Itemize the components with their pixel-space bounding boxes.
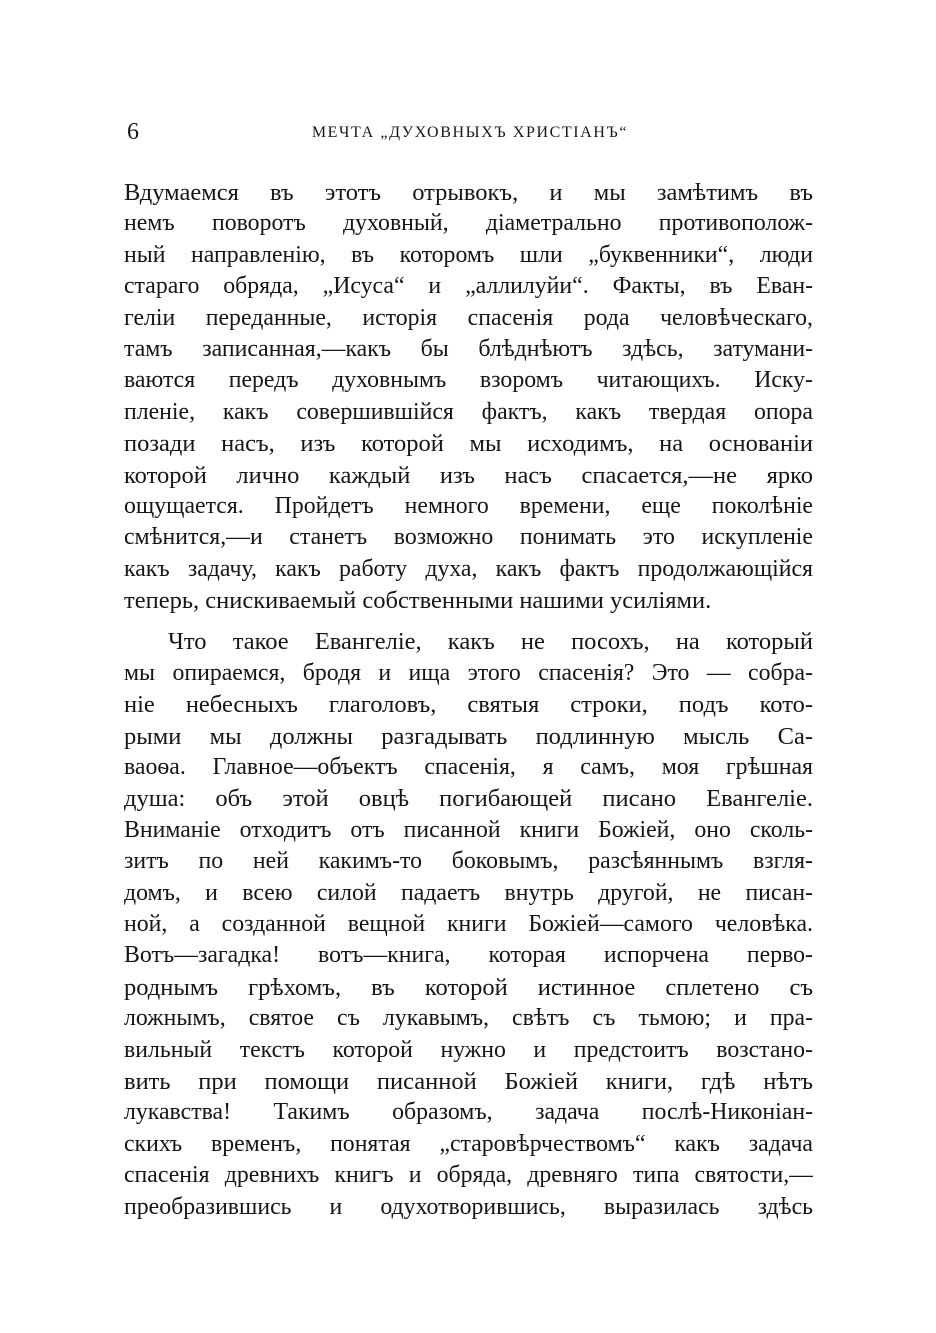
text-line: ваоѳа. Главное—объектъ спасенія, я самъ, моя грѣшная (124, 754, 813, 781)
text-line: вильный текстъ которой нужно и предстоитъ возстано- (124, 1036, 813, 1063)
text-line: ощущается. Пройдетъ немного времени, еще поколѣніе (124, 492, 813, 519)
text-line: позади насъ, изъ которой мы исходимъ, на основаніи (124, 430, 813, 458)
text-line: смѣнится,—и станетъ возможно понимать это искупленіе (124, 524, 813, 551)
page-header (127, 117, 813, 147)
text-line: ніе небесныхъ глаголовъ, святыя строки, подъ кото- (124, 691, 813, 719)
text-line: скихъ временъ, понятая „старовѣрчествомъ“ какъ задача (124, 1130, 813, 1157)
text-line: какъ задачу, какъ работу духа, какъ фактъ продолжающійся (124, 555, 813, 582)
text-line: которой лично каждый изъ насъ спасается,—не ярко (124, 461, 813, 489)
text-line: ной, а созданной вещной книги Божіей—самого человѣка. (124, 910, 813, 937)
page-number: 6 (127, 119, 139, 145)
text-line: роднымъ грѣхомъ, въ которой истинное сплетено съ (124, 973, 813, 1001)
page-body (124, 177, 813, 1233)
paragraph-1 (124, 177, 813, 616)
text-line: Что такое Евангеліе, какъ не посохъ, на который (168, 628, 813, 656)
text-line: Вниманіе отходитъ отъ писанной книги Божіей, оно сколь- (124, 816, 813, 843)
text-line: домъ, и всею силой падаетъ внутрь другой, не писан- (124, 879, 813, 906)
text-line: ный направленію, въ которомъ шли „буквенники“, люди (124, 241, 813, 268)
text-line: ваются передъ духовнымъ взоромъ читающихъ. Иску- (124, 367, 813, 394)
text-line: рыми мы должны разгадывать подлинную мысль Са- (124, 722, 813, 750)
text-line: Вдумаемся въ этотъ отрывокъ, и мы замѣтимъ въ (124, 179, 813, 206)
text-line: Вотъ—загадка! вотъ—книга, которая испорчена перво- (124, 942, 813, 969)
text-line: ложнымъ, святое съ лукавымъ, свѣтъ съ тьмою; и пра- (124, 1005, 813, 1032)
paragraph-2 (124, 626, 813, 1222)
text-line: мы опираемся, бродя и ища этого спасенія? Это — собра- (124, 659, 813, 686)
text-line: вить при помощи писанной Божіей книги, гдѣ нѣтъ (124, 1067, 813, 1095)
text-line: стараго обряда, „Исуса“ и „аллилуйи“. Факты, въ Еван- (124, 273, 813, 300)
text-line: немъ поворотъ духовный, діаметрально противополож- (124, 210, 813, 237)
text-line: лукавства! Такимъ образомъ, задача послѣ-Никоніан- (124, 1099, 813, 1126)
text-line: душа: объ этой овцѣ погибающей писано Евангеліе. (124, 785, 813, 813)
text-line: теперь, снискиваемый собственными нашими усиліями. (124, 587, 712, 615)
text-line: зитъ по ней какимъ-то боковымъ, разсѣяннымъ взгля- (124, 848, 813, 875)
text-line: тамъ записанная,—какъ бы блѣднѣютъ здѣсь, затумани- (124, 335, 813, 362)
text-line: преобразившись и одухотворившись, выразилась здѣсь (124, 1193, 813, 1220)
running-title: МЕЧТА „ДУХОВНЫХЪ ХРИСТІАНЪ“ (311, 124, 629, 141)
text-line: геліи переданные, исторія спасенія рода человѣческаго, (124, 304, 813, 331)
text-line: спасенія древнихъ книгъ и обряда, древняго типа святости,— (124, 1162, 813, 1189)
text-line: пленіе, какъ совершившійся фактъ, какъ твердая опора (124, 398, 813, 425)
